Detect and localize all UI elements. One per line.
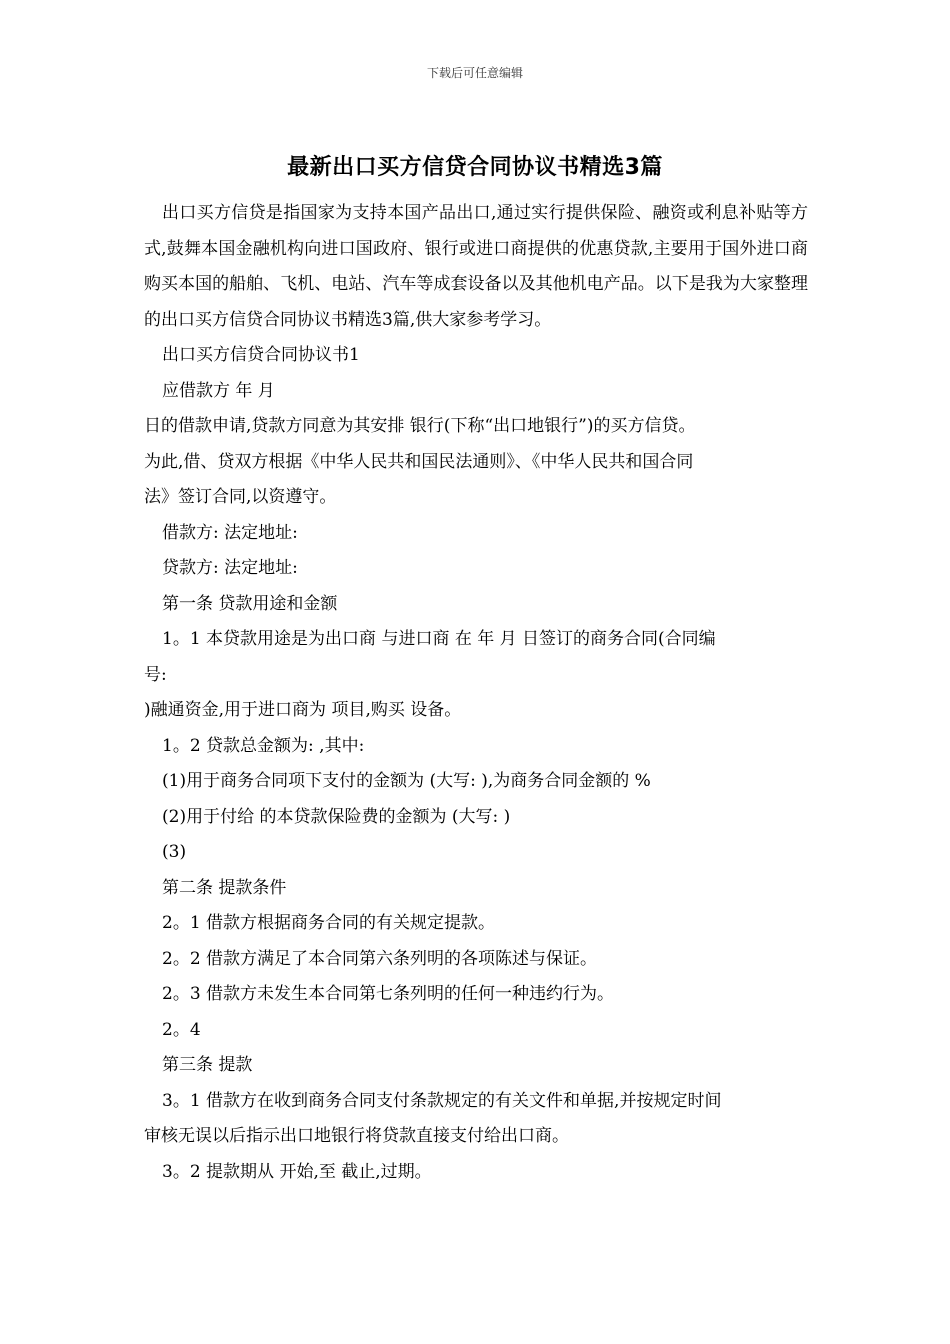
contract-line: 2。3 借款方未发生本合同第七条列明的任何一种违约行为。 — [162, 984, 615, 1004]
contract-line: 1。2 贷款总金额为: ,其中: — [162, 735, 365, 756]
contract-line: 借款方: 法定地址: — [162, 522, 298, 543]
contract-line: 第一条 贷款用途和金额 — [162, 593, 338, 614]
contract-line: (2)用于付给 的本贷款保险费的金额为 (大写: ) — [162, 806, 511, 827]
intro-paragraph: 出口买方信贷是指国家为支持本国产品出口,通过实行提供保险、融资或利息补贴等方式,鼓舞本国金融机构向进口国政府、银行或进口商提供的优惠贷款,主要用于国外进口商购买本国的船舶、飞机、电站、汽车等成套设备以及其他机电产品。以下是我为大家整理的出口买方信贷合同协议书精选3篇,供大家参考学习。 — [144, 203, 808, 330]
contract-line: (3) — [162, 842, 187, 862]
contract-line: 为此,借、贷双方根据《中华人民共和国民法通则》、《中华人民共和国合同 — [144, 451, 694, 472]
document-title: 最新出口买方信贷合同协议书精选3篇 — [287, 155, 663, 180]
contract-line: )融通资金,用于进口商为 项目,购买 设备。 — [144, 700, 462, 720]
contract-lines — [144, 338, 808, 1190]
document-body — [144, 196, 808, 1190]
contract-line: 号: — [144, 664, 167, 685]
contract-line: 2。4 — [162, 1019, 201, 1040]
contract-line: 1。1 本贷款用途是为出口商 与进口商 在 年 月 日签订的商务合同(合同编 — [162, 629, 716, 649]
contract-line: 法》签订合同,以资遵守。 — [144, 487, 337, 507]
contract-line: 应借款方 年 月 — [162, 380, 275, 401]
page-header-note: 下载后可任意编辑 — [426, 66, 523, 80]
contract-line: 日的借款申请,贷款方同意为其安排 银行(下称“出口地银行”)的买方信贷。 — [144, 416, 696, 436]
contract-line: 贷款方: 法定地址: — [162, 558, 298, 578]
contract-line: 第三条 提款 — [162, 1055, 253, 1075]
contract-line: 2。2 借款方满足了本合同第六条列明的各项陈述与保证。 — [162, 948, 598, 969]
contract-line: 审核无误以后指示出口地银行将贷款直接支付给出口商。 — [144, 1126, 569, 1146]
contract-line: 3。1 借款方在收到商务合同支付条款规定的有关文件和单据,并按规定时间 — [162, 1090, 722, 1111]
contract-line: 出口买方信贷合同协议书1 — [162, 345, 360, 365]
contract-line: (1)用于商务合同项下支付的金额为 (大写: ),为商务合同金额的 % — [162, 771, 651, 791]
contract-line: 第二条 提款条件 — [162, 877, 287, 898]
contract-line: 2。1 借款方根据商务合同的有关规定提款。 — [162, 913, 496, 933]
contract-line: 3。2 提款期从 开始,至 截止,过期。 — [162, 1161, 432, 1182]
